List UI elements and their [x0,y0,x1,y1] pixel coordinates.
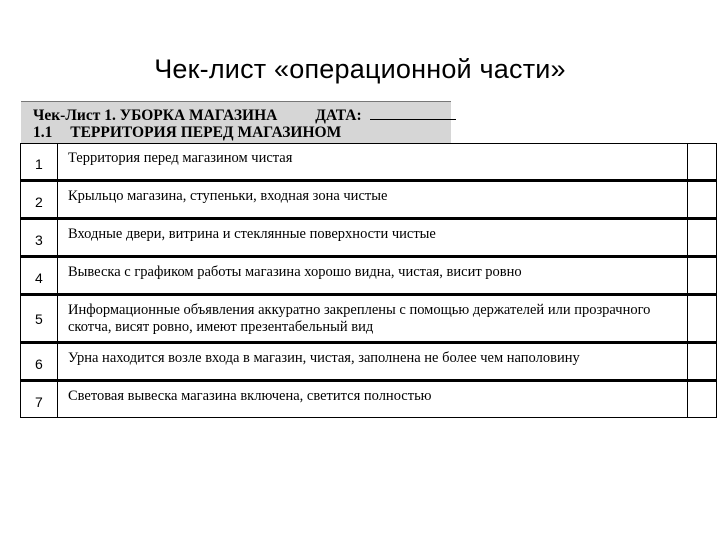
date-blank-line [370,118,456,120]
checklist-name: УБОРКА МАГАЗИНА [119,107,278,124]
item-text: Территория перед магазином чистая [58,144,688,181]
table-row [21,295,717,343]
checkbox-cell[interactable] [688,219,717,257]
item-text: Световая вывеска магазина включена, светится полностью [58,381,688,418]
item-number: 6 [21,343,58,381]
item-number: 5 [21,295,58,343]
checklist-header [21,101,451,143]
date-label: ДАТА: [315,107,362,124]
item-number: 4 [21,257,58,295]
item-number: 7 [21,381,58,418]
item-number: 3 [21,219,58,257]
checkbox-cell[interactable] [688,181,717,219]
section-name: ТЕРРИТОРИЯ ПЕРЕД МАГАЗИНОМ [70,124,342,141]
item-text: Урна находится возле входа в магазин, чистая, заполнена не более чем наполовину [58,343,688,381]
checklist-title-line [33,107,456,125]
table-row [21,257,717,295]
checklist-label: Чек-Лист 1. [33,107,116,124]
table-row [21,343,717,381]
item-number: 1 [21,144,58,181]
item-text: Вывеска с графиком работы магазина хорошо видна, чистая, висит ровно [58,257,688,295]
checkbox-cell[interactable] [688,381,717,418]
table-row [21,144,717,181]
table-row [21,219,717,257]
slide-title: Чек-лист «операционной части» [154,54,566,84]
item-text: Крыльцо магазина, ступеньки, входная зона чистые [58,181,688,219]
checkbox-cell[interactable] [688,343,717,381]
checklist-table [20,143,717,418]
checkbox-cell[interactable] [688,144,717,181]
section-title-line [33,124,341,142]
item-text: Информационные объявления аккуратно закреплены с помощью держателей или прозрачного скотча, висят ровно, имеют презентабельный вид [58,295,688,343]
item-text: Входные двери, витрина и стеклянные поверхности чистые [58,219,688,257]
checkbox-cell[interactable] [688,257,717,295]
item-number: 2 [21,181,58,219]
checkbox-cell[interactable] [688,295,717,343]
table-row [21,181,717,219]
section-number: 1.1 [33,124,53,141]
table-row [21,381,717,418]
